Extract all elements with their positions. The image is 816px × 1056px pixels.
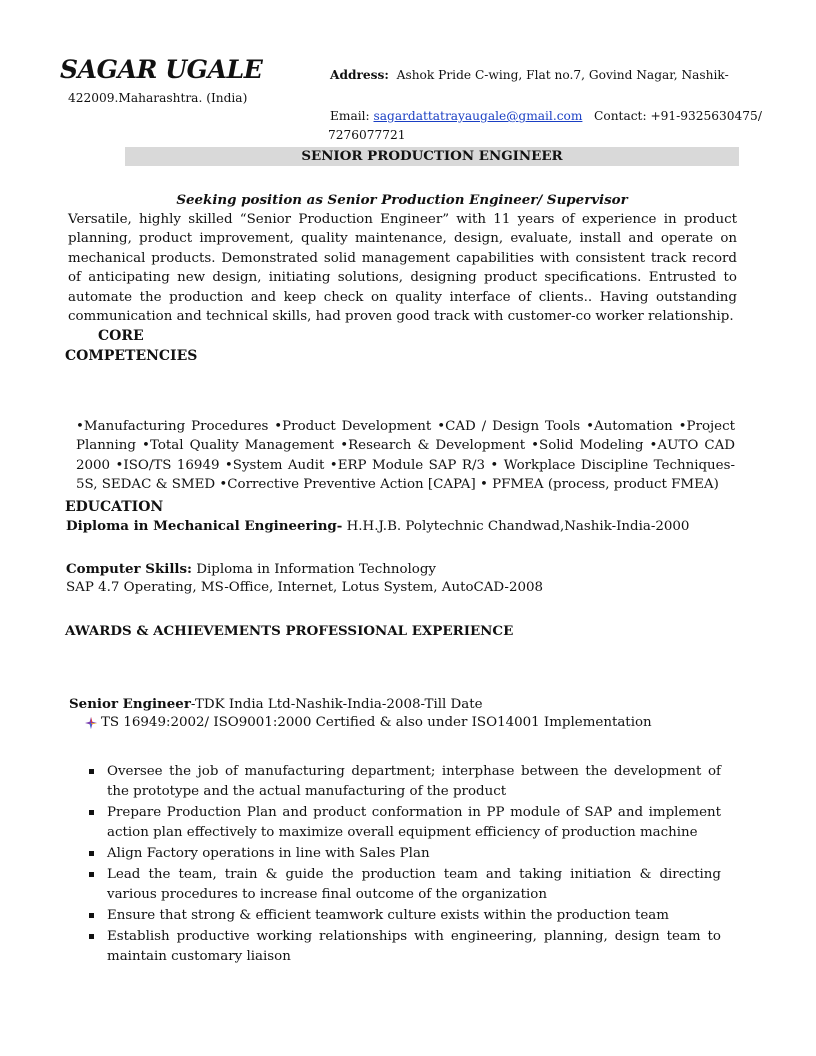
list-item: Establish productive working relationships with engineering, planning, design team to maintain customary liaison	[88, 927, 721, 967]
square-bullet-icon	[89, 851, 94, 856]
square-bullet-icon	[89, 934, 94, 939]
competencies-list: •Manufacturing Procedures •Product Development •CAD / Design Tools •Automation •Project Planning •Total Quality Management •Research & Development •Solid Modeling •AUTO CAD 2000 •ISO/TS 16949 •System Audit •ERP Module SAP R/3 • Workplace Discipline Techniques-5S, SEDAC & SMED •Corrective Preventive Action [CAPA] • PFMEA (process, product FMEA)	[76, 419, 735, 493]
certification-text: TS 16949:2002/ ISO9001:2000 Certified & also under ISO14001 Implementation	[101, 715, 652, 730]
responsibility-list	[88, 762, 721, 968]
list-item: Oversee the job of manufacturing department; interphase between the development of the prototype and the actual manufacturing of the product	[88, 762, 721, 802]
job-role: Senior Engineer	[69, 696, 191, 712]
job-title-banner: SENIOR PRODUCTION ENGINEER	[125, 147, 739, 166]
job-company: -TDK India Ltd-Nashik-India-2008-Till Date	[190, 697, 483, 712]
list-item: Lead the team, train & guide the production team and taking initiation & directing various procedures to increase final outcome of the organization	[88, 865, 721, 905]
phone-1: +91-9325630475/	[650, 109, 762, 123]
list-item: Ensure that strong & efficient teamwork culture exists within the production team	[88, 906, 721, 926]
list-item: Align Factory operations in line with Sales Plan	[88, 844, 721, 864]
education-heading: EDUCATION	[65, 499, 164, 515]
competencies-heading-line-1: CORE	[98, 328, 144, 344]
profile-summary: Versatile, highly skilled “Senior Production Engineer” with 11 years of experience in product planning, product improvement, quality maintenance, design, evaluate, install and operate on mechanical products. Demonstrated solid management capabilities with consistent track record of anticipating new design, initiating solutions, designing product specifications. Entrusted to automate the production and keep check on quality interface of clients.. Having outstanding communication and technical skills, had proven good track with customer-co worker relationship.	[68, 212, 737, 325]
education-entry	[66, 518, 689, 534]
compass-bullet-icon	[85, 717, 97, 729]
institution: H.H.J.B. Polytechnic Chandwad,Nashik-India-2000	[342, 519, 690, 534]
address-line-2: 422009.Maharashtra. (India)	[68, 91, 248, 105]
computer-skills	[66, 561, 436, 577]
square-bullet-icon	[89, 913, 94, 918]
address-label: Address:	[330, 68, 389, 82]
awards-experience-heading: AWARDS & ACHIEVEMENTS PROFESSIONAL EXPERIENCE	[65, 623, 514, 639]
computer-skills-label: Computer Skills:	[66, 561, 192, 577]
computer-skills-list: SAP 4.7 Operating, MS-Office, Internet, Lotus System, AutoCAD-2008	[66, 580, 544, 595]
square-bullet-icon	[89, 872, 94, 877]
square-bullet-icon	[89, 810, 94, 815]
phone-2: 7276077721	[328, 128, 406, 142]
candidate-name: SAGAR UGALE	[60, 55, 263, 84]
contact-label: Contact:	[594, 109, 647, 123]
email-label: Email:	[330, 109, 370, 123]
certification-line	[85, 715, 652, 730]
job-entry	[69, 696, 483, 712]
degree: Diploma in Mechanical Engineering-	[66, 518, 343, 534]
email-link[interactable]: sagardattatrayaugale@gmail.com	[373, 109, 583, 123]
competencies-heading-line-2: COMPETENCIES	[65, 348, 198, 364]
address-value: Ashok Pride C-wing, Flat no.7, Govind Nagar, Nashik-	[396, 68, 729, 82]
objective: Seeking position as Senior Production Engineer/ Supervisor	[176, 192, 628, 208]
address-line-1	[330, 68, 729, 82]
square-bullet-icon	[89, 769, 94, 774]
contact-line	[330, 109, 762, 123]
list-item: Prepare Production Plan and product conformation in PP module of SAP and implement action plan effectively to maximize overall equipment efficiency of production machine	[88, 803, 721, 843]
computer-skills-value: Diploma in Information Technology	[191, 562, 436, 577]
